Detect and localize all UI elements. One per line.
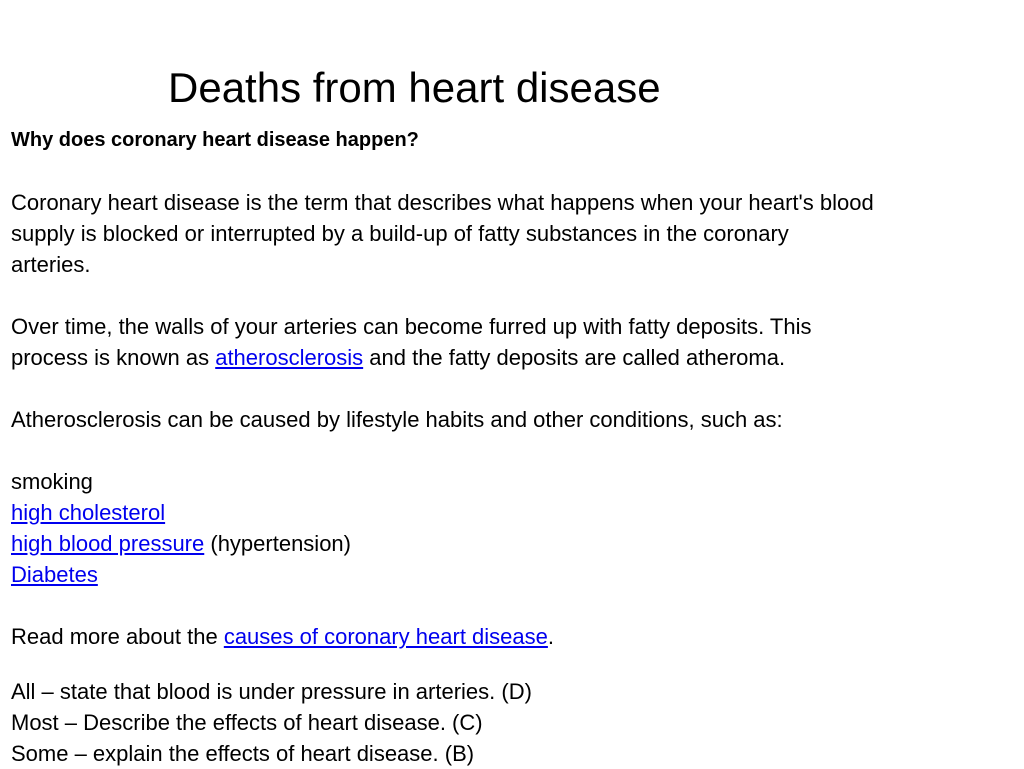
- hypertension-text: (hypertension): [204, 531, 351, 556]
- paragraph-2-text-before: process is known as: [11, 345, 216, 370]
- paragraph-1-line-1: Coronary heart disease is the term that describes what happens when your heart's blood: [11, 190, 874, 215]
- atherosclerosis-link[interactable]: atherosclerosis: [215, 345, 364, 370]
- paragraph-2-text-after: and the fatty deposits are called atheroma.: [363, 345, 786, 370]
- cause-item-smoking: smoking: [11, 469, 93, 494]
- objective-some: Some – explain the effects of heart disease. (B): [11, 741, 475, 766]
- objective-all: All – state that blood is under pressure in arteries. (D): [11, 679, 532, 704]
- paragraph-2-line-2: [11, 342, 1021, 373]
- spacer: [11, 435, 1021, 466]
- spacer: [11, 156, 1021, 187]
- paragraph-2-line-1: Over time, the walls of your arteries can become furred up with fatty deposits. This: [11, 314, 812, 339]
- cause-item-high-cholesterol: [11, 497, 1021, 528]
- spacer: [11, 590, 1021, 621]
- spacer: [11, 373, 1021, 404]
- cause-item-diabetes: [11, 559, 1021, 590]
- slide-body: [11, 125, 1021, 769]
- diabetes-link[interactable]: Diabetes: [11, 562, 98, 587]
- read-more-text: Read more about the: [11, 624, 224, 649]
- read-more-line: [11, 621, 1021, 652]
- section-heading: Why does coronary heart disease happen?: [11, 129, 419, 151]
- high-blood-pressure-link[interactable]: high blood pressure: [11, 531, 205, 556]
- paragraph-1-line-2: supply is blocked or interrupted by a build-up of fatty substances in the coronary: [11, 221, 789, 246]
- causes-of-coronary-heart-disease-link[interactable]: causes of coronary heart disease: [223, 624, 548, 649]
- spacer: [11, 652, 1021, 676]
- high-cholesterol-link[interactable]: high cholesterol: [11, 500, 166, 525]
- objective-most: Most – Describe the effects of heart disease. (C): [11, 710, 483, 735]
- slide-title: Deaths from heart disease: [168, 64, 661, 111]
- paragraph-1-line-3: arteries.: [11, 252, 91, 277]
- paragraph-3: Atherosclerosis can be caused by lifestyle habits and other conditions, such as:: [11, 407, 783, 432]
- read-more-period: .: [547, 624, 555, 649]
- spacer: [11, 280, 1021, 311]
- cause-item-high-blood-pressure: [11, 528, 1021, 559]
